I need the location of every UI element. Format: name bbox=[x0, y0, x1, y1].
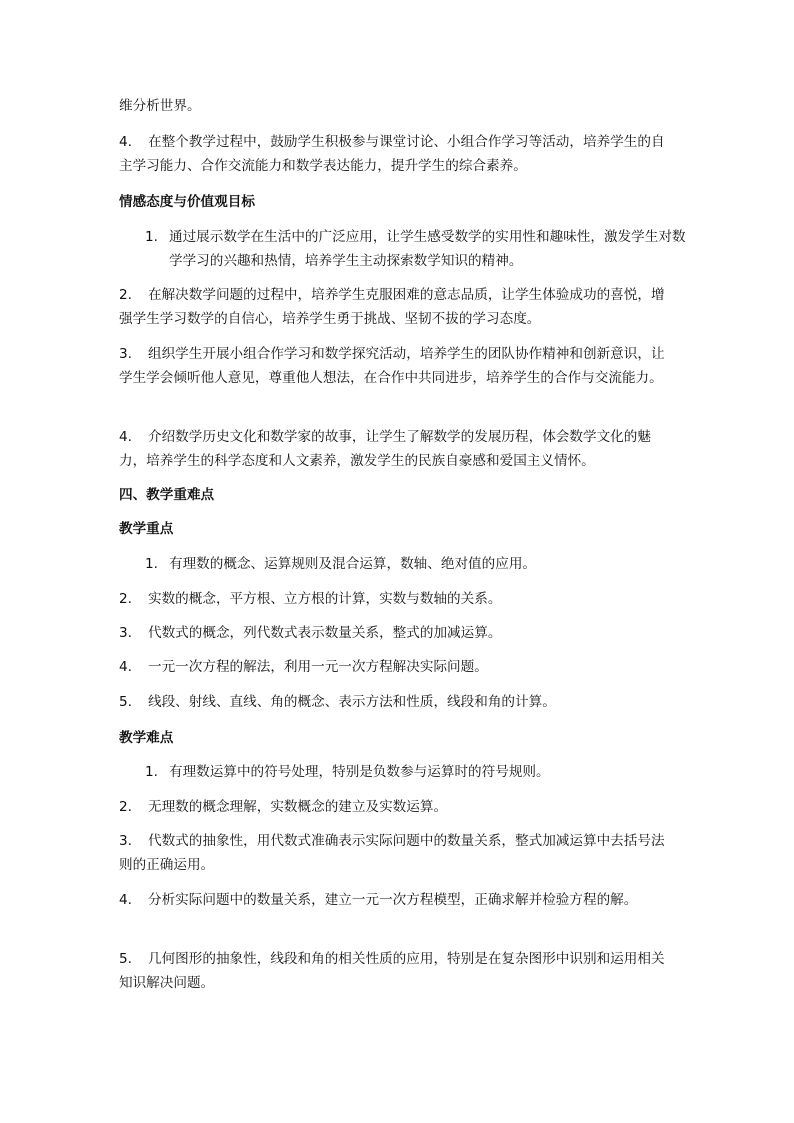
item-text: 实数的概念，平方根、立方根的计算，实数与数轴的关系。 bbox=[148, 591, 502, 607]
emotion-item-3 bbox=[119, 342, 669, 390]
difficulties-heading: 教学难点 bbox=[119, 730, 174, 746]
item-number: 1. bbox=[145, 229, 158, 245]
key-point-2 bbox=[119, 587, 669, 611]
emotion-item-1 bbox=[145, 225, 693, 273]
emotion-item-4 bbox=[119, 425, 669, 473]
item-text: 无理数的概念理解，实数概念的建立及实数运算。 bbox=[148, 799, 448, 815]
item-number: 1. bbox=[145, 764, 158, 780]
item-number: 4. bbox=[119, 659, 132, 675]
item-number: 3. bbox=[119, 625, 132, 641]
item-number: 5. bbox=[119, 694, 132, 710]
item-number: 4. bbox=[119, 892, 132, 908]
item-number: 2. bbox=[119, 287, 132, 303]
item-number: 3. bbox=[119, 833, 132, 849]
item-text: 代数式的概念，列代数式表示数量关系，整式的加减运算。 bbox=[148, 625, 502, 641]
item-text: 通过展示数学在生活中的广泛应用，让学生感受数学的实用性和趣味性，激发学生对数学学习的兴趣和热情，培养学生主动探索数学知识的精神。 bbox=[169, 229, 686, 269]
item-text: 在整个教学过程中，鼓励学生积极参与课堂讨论、小组合作学习等活动，培养学生的自主学习能力、合作交流能力和数学表达能力，提升学生的综合素养。 bbox=[119, 134, 665, 174]
key-point-4 bbox=[119, 655, 669, 679]
difficulty-4 bbox=[119, 888, 669, 912]
item-text: 在解决数学问题的过程中，培养学生克服困难的意志品质，让学生体验成功的喜悦，增强学生学习数学的自信心，培养学生勇于挑战、坚韧不拔的学习态度。 bbox=[119, 287, 665, 327]
item-text: 几何图形的抽象性，线段和角的相关性质的应用，特别是在复杂图形中识别和运用相关知识解决问题。 bbox=[119, 951, 665, 991]
item-number: 2. bbox=[119, 591, 132, 607]
difficulty-5 bbox=[119, 947, 669, 995]
paragraph-text: 维分析世界。 bbox=[119, 98, 201, 114]
item-number: 5. bbox=[119, 951, 132, 967]
key-point-1 bbox=[145, 552, 693, 576]
item-text: 介绍数学历史文化和数学家的故事，让学生了解数学的发展历程，体会数学文化的魅力，培养学生的科学态度和人文素养，激发学生的民族自豪感和爱国主义情怀。 bbox=[119, 429, 651, 469]
paragraph-continuation bbox=[119, 94, 669, 118]
difficulty-3 bbox=[119, 829, 669, 877]
item-text: 有理数的概念、运算规则及混合运算，数轴、绝对值的应用。 bbox=[169, 556, 537, 572]
item-number: 4. bbox=[119, 134, 132, 150]
item-text: 组织学生开展小组合作学习和数学探究活动，培养学生的团队协作精神和创新意识，让学生学会倾听他人意见，尊重他人想法，在合作中共同进步，培养学生的合作与交流能力。 bbox=[119, 346, 665, 386]
key-points-heading: 教学重点 bbox=[119, 521, 174, 537]
key-point-3 bbox=[119, 621, 669, 645]
difficulty-2 bbox=[119, 795, 669, 819]
item-number: 1. bbox=[145, 556, 158, 572]
item-number: 3. bbox=[119, 346, 132, 362]
section-4-title: 四、教学重难点 bbox=[119, 487, 215, 503]
emotion-goals-heading: 情感态度与价值观目标 bbox=[119, 194, 255, 210]
item-number: 2. bbox=[119, 799, 132, 815]
item-text: 代数式的抽象性，用代数式准确表示实际问题中的数量关系，整式加减运算中去括号法则的正确运用。 bbox=[119, 833, 665, 873]
item-text: 线段、射线、直线、角的概念、表示方法和性质，线段和角的计算。 bbox=[148, 694, 556, 710]
difficulty-1 bbox=[145, 760, 693, 784]
item-text: 分析实际问题中的数量关系，建立一元一次方程模型，正确求解并检验方程的解。 bbox=[148, 892, 638, 908]
item-text: 一元一次方程的解法，利用一元一次方程解决实际问题。 bbox=[148, 659, 488, 675]
item-number: 4. bbox=[119, 429, 132, 445]
ability-item-4 bbox=[119, 130, 669, 178]
emotion-item-2 bbox=[119, 283, 669, 331]
item-text: 有理数运算中的符号处理，特别是负数参与运算时的符号规则。 bbox=[169, 764, 550, 780]
key-point-5 bbox=[119, 690, 669, 714]
